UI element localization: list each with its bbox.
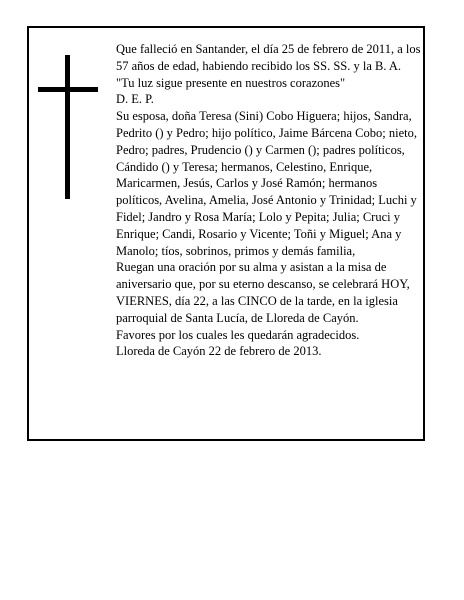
cross-icon [38, 55, 98, 199]
place-date-line: Lloreda de Cayón 22 de febrero de 2013. [116, 344, 322, 359]
death-announcement: Que falleció en Santander, el día 25 de febrero de 2011, a los 57 años de edad, habiendo recibido los SS. SS. y la B. A. [116, 42, 421, 73]
gratitude-line: Favores por los cuales les quedarán agradecidos. [116, 327, 360, 342]
family-list: Su esposa, doña Teresa (Sini) Cobo Higuera; hijos, Sandra, Pedrito () y Pedro; hijo político, Jaime Bárcena Cobo; nieto, Pedro; padres, Prudencio () y Carmen (); padres políticos, Cándido () y Teresa; hermanos, Celestino, Enrique, Maricarmen, Jesús, Carlos y José Ramón; hermanos políticos, Avelina, Amelia, José Antonio y Trinidad; Luchi y Fidel; Jandro y Rosa María; Lolo y Pepita; Julia; Cruci y Enrique; Candi, Rosario y Vicente; Toñi y Miguel; Ana y Manolo; tíos, sobrinos, primos y demás familia, [116, 109, 417, 258]
obituary-notice [27, 26, 425, 441]
notice-text [116, 41, 424, 360]
mass-invitation: Ruegan una oración por su alma y asistan a la misa de aniversario que, por su eterno descanso, se celebrará HOY, VIERNES, día 22, a las CINCO de la tarde, en la iglesia parroquial de Santa Lucía, de Lloreda de Cayón. [116, 260, 410, 325]
cross-vertical-bar [65, 55, 70, 199]
rip-line: D. E. P. [116, 92, 154, 107]
cross-horizontal-bar [38, 87, 98, 92]
memorial-quote: "Tu luz sigue presente en nuestros corazones" [116, 75, 346, 90]
